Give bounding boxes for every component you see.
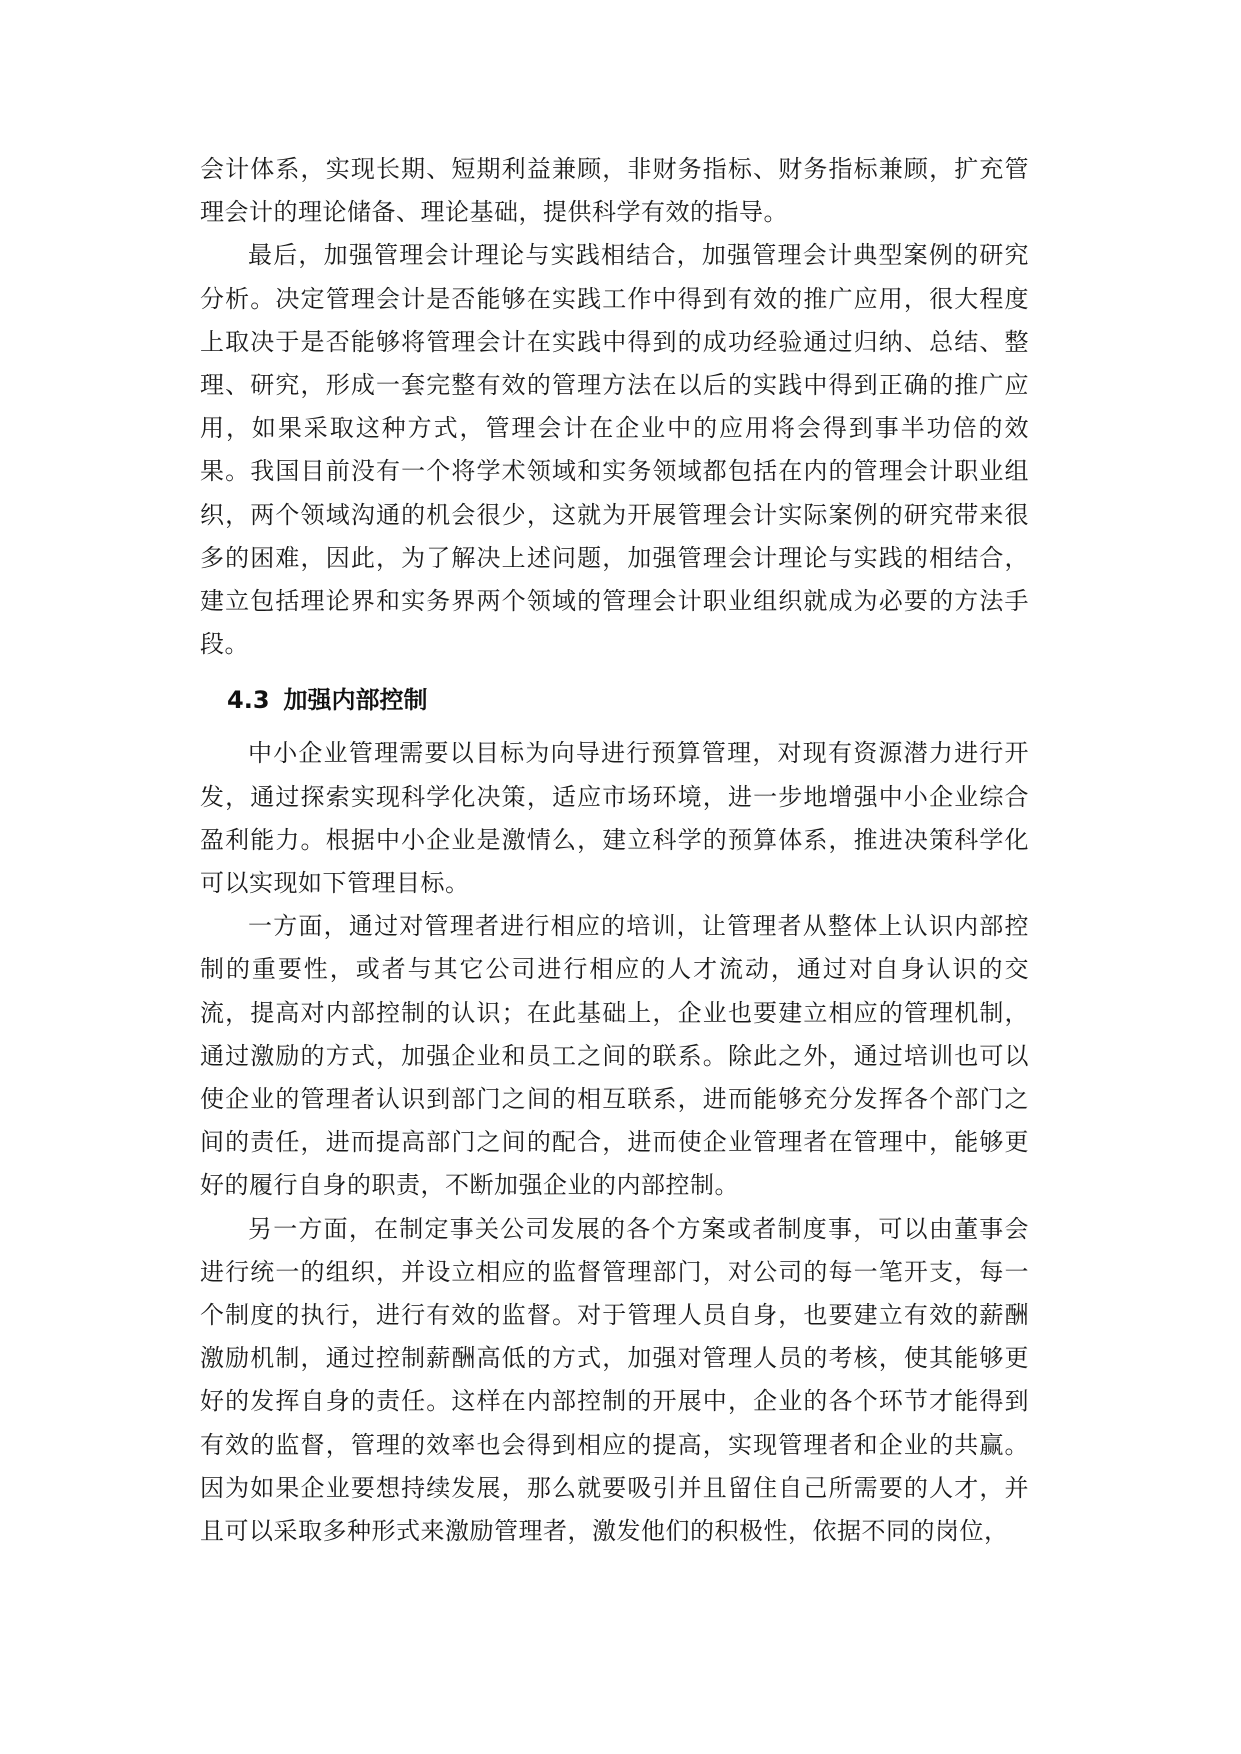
section-title: 加强内部控制: [283, 686, 428, 715]
paragraph-budget-management: 中小企业管理需要以目标为向导进行预算管理，对现有资源潜力进行开发，通过探索实现科学化决策，适应市场环境，进一步地增强中小企业综合盈利能力。根据中小企业是激情么，建立科学的预算体系，推进决策科学化可以实现如下管理目标。: [200, 739, 1029, 898]
paragraph-manager-training: 一方面，通过对管理者进行相应的培训，让管理者从整体上认识内部控制的重要性，或者与其它公司进行相应的人才流动，通过对自身认识的交流，提高对内部控制的认识；在此基础上，企业也要建立相应的管理机制，通过激励的方式，加强企业和员工之间的联系。除此之外，通过培训也可以使企业的管理者认识到部门之间的相互联系，进而能够充分发挥各个部门之间的责任，进而提高部门之间的配合，进而使企业管理者在管理中，能够更好的履行自身的职责，不断加强企业的内部控制。: [200, 912, 1029, 1200]
document-body: [200, 148, 1029, 1553]
paragraph-practice-combination: 最后，加强管理会计理论与实践相结合，加强管理会计典型案例的研究分析。决定管理会计是否能够在实践工作中得到有效的推广应用，很大程度上取决于是否能够将管理会计在实践中得到的成功经验通过归纳、总结、整理、研究，形成一套完整有效的管理方法在以后的实践中得到正确的推广应用，如果采取这种方式，管理会计在企业中的应用将会得到事半功倍的效果。我国目前没有一个将学术领域和实务领域都包括在内的管理会计职业组织，两个领域沟通的机会很少，这就为开展管理会计实际案例的研究带来很多的困难，因此，为了解决上述问题，加强管理会计理论与实践的相结合，建立包括理论界和实务界两个领域的管理会计职业组织就成为必要的方法手段。: [200, 241, 1029, 659]
paragraph-continued: 会计体系，实现长期、短期利益兼顾，非财务指标、财务指标兼顾，扩充管理会计的理论储备、理论基础，提供科学有效的指导。: [200, 155, 1029, 227]
paragraph-supervision: 另一方面，在制定事关公司发展的各个方案或者制度事，可以由董事会进行统一的组织，并设立相应的监督管理部门，对公司的每一笔开支，每一个制度的执行，进行有效的监督。对于管理人员自身，也要建立有效的薪酬激励机制，通过控制薪酬高低的方式，加强对管理人员的考核，使其能够更好的发挥自身的责任。这样在内部控制的开展中，企业的各个环节才能得到有效的监督，管理的效率也会得到相应的提高，实现管理者和企业的共赢。因为如果企业要想持续发展，那么就要吸引并且留住自己所需要的人才，并且可以采取多种形式来激励管理者，激发他们的积极性，依据不同的岗位，: [200, 1214, 1029, 1546]
section-number: 4.3: [227, 686, 270, 715]
section-heading: [227, 677, 1029, 723]
